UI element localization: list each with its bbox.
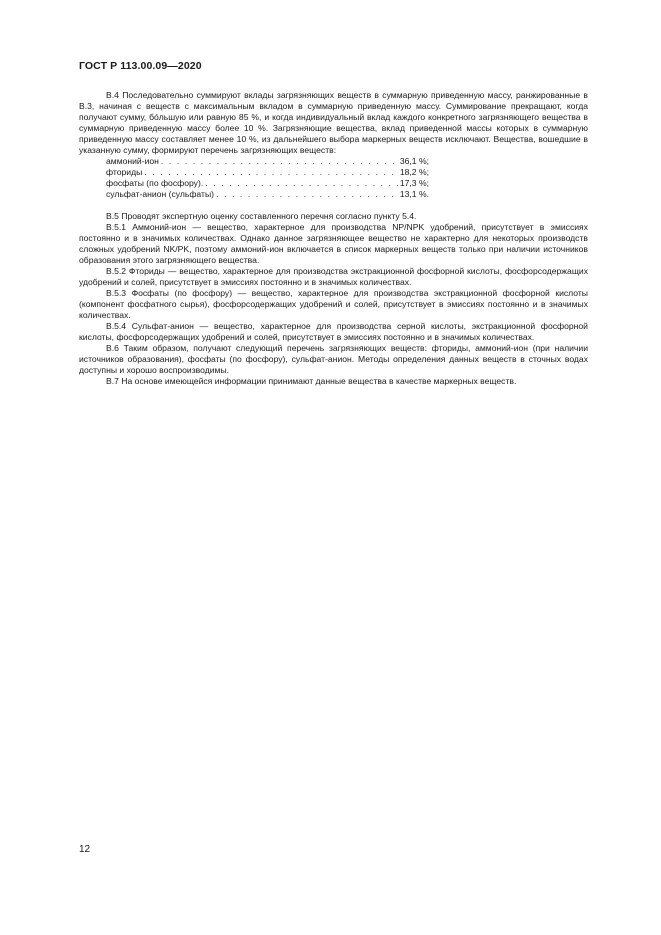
paragraph-b5-1: В.5.1 Аммоний-ион — вещество, характерное для производства NP/NPK удобрений, присутствует в эмиссиях постоянно и в значимых количествах. Однако данное загрязняющее вещество не характерно для некоторых производств сложных удобрений NK/PK, поэтому аммоний-ион включается в список маркерных веществ только при наличии источников образования этого загрязняющего вещества. bbox=[79, 222, 588, 265]
paragraph-b5-2: В.5.2 Фториды — вещество, характерное для производства экстракционной фосфорной кислоты, фосфорсодержащих удобрений и солей, присутствует в эмиссиях постоянно и в значимых количествах. bbox=[79, 266, 588, 287]
paragraph-b5: В.5 Проводят экспертную оценку составленного перечня согласно пункту 5.4. bbox=[106, 211, 417, 221]
list-item-name: фосфаты (по фосфору). bbox=[106, 178, 204, 188]
paragraph-b5-4: В.5.4 Сульфат-анион — вещество, характерное для производства серной кислоты, экстракционной фосфорной кислоты, фосфорсодержащих удобрений и солей, присутствует в эмиссиях постоянно и в значимых количествах. bbox=[79, 321, 588, 342]
list-item bbox=[106, 189, 429, 200]
leader-dots bbox=[216, 189, 398, 200]
paragraph-b7: В.7 На основе имеющейся информации принимают данные вещества в качестве маркерных веществ. bbox=[106, 376, 517, 386]
list-item-value: 17,3 %; bbox=[399, 178, 429, 188]
list-item-name: аммоний-ион bbox=[106, 156, 159, 166]
list-item-name: сульфат-анион (сульфаты) bbox=[106, 189, 214, 199]
leader-dots bbox=[161, 156, 398, 167]
list-item bbox=[106, 156, 429, 167]
leader-dots bbox=[144, 167, 398, 178]
list-item-value: 13,1 %. bbox=[399, 189, 429, 199]
list-item bbox=[106, 178, 429, 189]
list-item bbox=[106, 167, 429, 178]
list-item-value: 36,1 %; bbox=[399, 156, 429, 166]
document-header: ГОСТ Р 113.00.09—2020 bbox=[79, 60, 202, 72]
paragraph-b6: В.6 Таким образом, получают следующий перечень загрязняющих веществ: фториды, аммоний-ион (при наличии источников образования), фосфаты (по фосфору), сульфат-анион. Методы определения данных веществ в сточных водах доступны и хорошо воспроизводимы. bbox=[79, 343, 588, 375]
list-item-value: 18,2 %; bbox=[399, 167, 429, 177]
document-body bbox=[79, 90, 588, 387]
leader-dots bbox=[205, 178, 398, 189]
pollutant-list bbox=[79, 156, 588, 200]
paragraph-b5-3: В.5.3 Фосфаты (по фосфору) — вещество, характерное для производства экстракционной фосфорной кислоты (компонент фосфатного сырья), фосфорсодержащих удобрений и солей, присутствует в эмиссиях постоянно и в значимых количествах. bbox=[79, 288, 588, 320]
list-item-name: фториды bbox=[106, 167, 143, 177]
page-number: 12 bbox=[79, 844, 91, 855]
paragraph-b4: В.4 Последовательно суммируют вклады загрязняющих веществ в суммарную приведенную массу, ранжированные в В.3, начиная с веществ с максимальным вкладом в суммарную приведенную массу. Суммирование прекращают, когда получают сумму, бóльшую или равную 85 %, и когда индивидуальный вклад каждого конкретного загрязняющего вещества в суммарную приведенную массу более 10 %. Загрязняющие вещества, вклад приведенной массы которых в суммарную приведенную массу составляет менее 10 %, из дальнейшего выбора маркерных веществ исключают. Вещества, вошедшие в указанную сумму, формируют перечень загрязняющих веществ: bbox=[79, 90, 588, 155]
spacer bbox=[79, 200, 588, 211]
